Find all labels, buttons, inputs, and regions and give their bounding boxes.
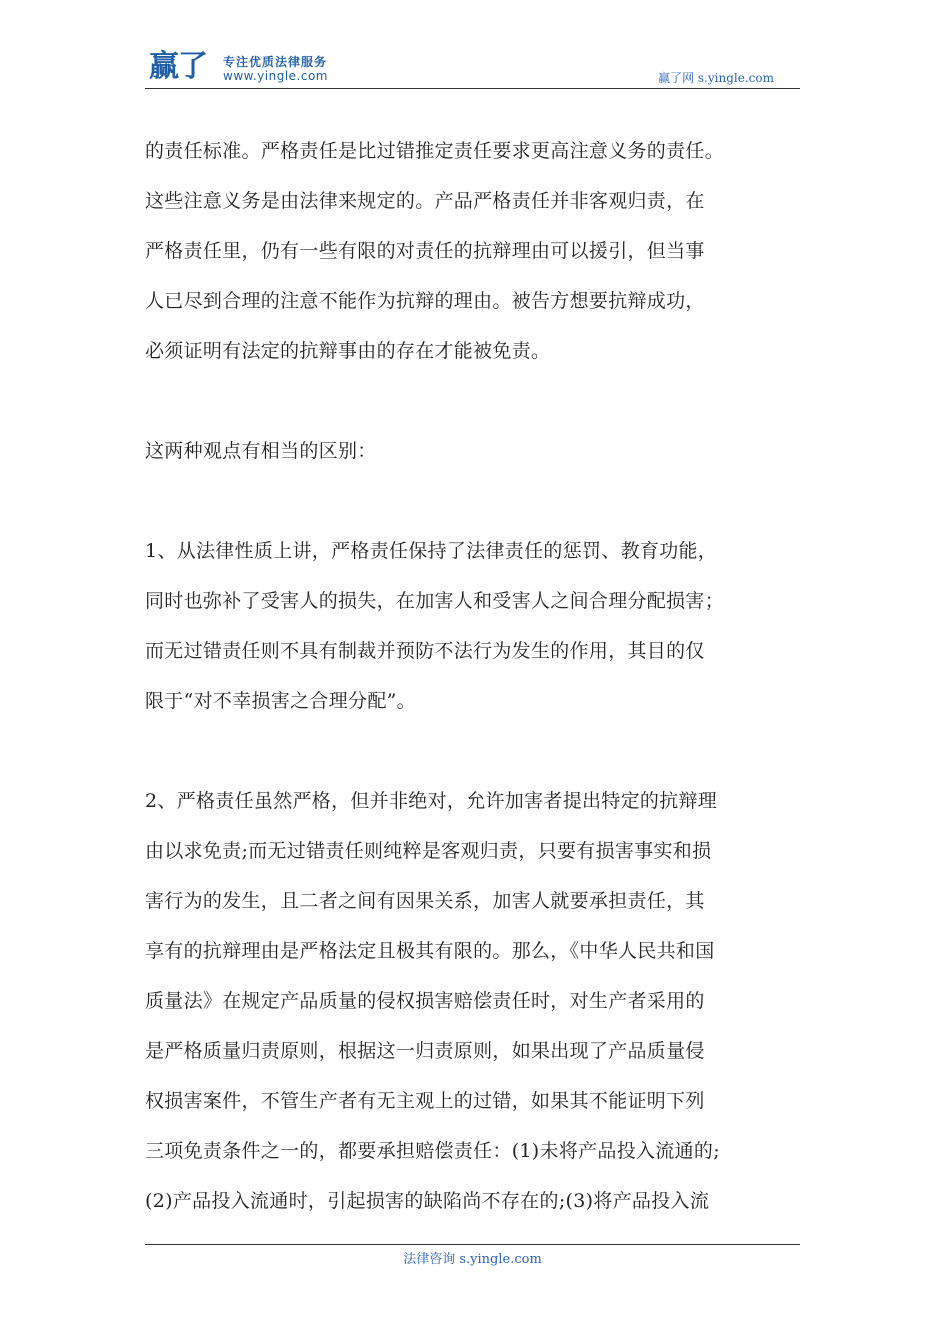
logo-url: www.yingle.com	[223, 69, 328, 83]
paragraph-gap	[145, 376, 825, 426]
paragraph-line: 同时也弥补了受害人的损失，在加害人和受害人之间合理分配损害；	[145, 590, 725, 612]
logo-mark: 赢了	[149, 49, 207, 84]
paragraph-line: 人已尽到合理的注意不能作为抗辩的理由。被告方想要抗辩成功，	[145, 290, 705, 312]
paragraph-2	[145, 426, 825, 476]
paragraph-line: 而无过错责任则不具有制裁并预防不法行为发生的作用，其目的仅	[145, 640, 705, 662]
paragraph-line: 三项免责条件之一的，都要承担赔偿责任：(1)未将产品投入流通的;	[145, 1140, 720, 1162]
paragraph-line: 严格责任里，仍有一些有限的对责任的抗辩理由可以援引，但当事	[145, 240, 705, 262]
paragraph-line: 的责任标准。严格责任是比过错推定责任要求更高注意义务的责任。	[145, 140, 725, 162]
paragraph-1	[145, 126, 825, 376]
paragraph-line: 这两种观点有相当的区别：	[145, 440, 377, 462]
paragraph-gap	[145, 476, 825, 526]
paragraph-line: 2、严格责任虽然严格，但并非绝对，允许加害者提出特定的抗辩理	[145, 790, 718, 812]
paragraph-line: (2)产品投入流通时，引起损害的缺陷尚不存在的;(3)将产品投入流	[145, 1190, 710, 1212]
logo-tagline: 专注优质法律服务	[223, 55, 328, 69]
paragraph-4	[145, 776, 825, 1226]
footer-link[interactable]: 法律咨询 s.yingle.com	[403, 1252, 542, 1267]
paragraph-line: 享有的抗辩理由是严格法定且极其有限的。那么，《中华人民共和国	[145, 940, 715, 962]
paragraph-line: 必须证明有法定的抗辩事由的存在才能被免责。	[145, 340, 551, 362]
paragraph-line: 权损害案件，不管生产者有无主观上的过错，如果其不能证明下列	[145, 1090, 705, 1112]
page-footer	[145, 1244, 800, 1267]
paragraph-3	[145, 526, 825, 726]
paragraph-gap	[145, 726, 825, 776]
paragraph-line: 害行为的发生，且二者之间有因果关系，加害人就要承担责任，其	[145, 890, 705, 912]
paragraph-line: 质量法》在规定产品质量的侵权损害赔偿责任时，对生产者采用的	[145, 990, 705, 1012]
header-site-link[interactable]: 赢了网 s.yingle.com	[658, 71, 774, 85]
paragraph-line: 由以求免责;而无过错责任则纯粹是客观归责，只要有损害事实和损	[145, 840, 712, 862]
paragraph-line: 限于“对不幸损害之合理分配”。	[145, 690, 416, 712]
page-header	[145, 50, 800, 89]
site-logo[interactable]	[149, 50, 369, 86]
paragraph-line: 是严格质量归责原则，根据这一归责原则，如果出现了产品质量侵	[145, 1040, 705, 1062]
paragraph-line: 这些注意义务是由法律来规定的。产品严格责任并非客观归责，在	[145, 190, 705, 212]
document-body	[145, 126, 825, 1226]
paragraph-line: 1、从法律性质上讲，严格责任保持了法律责任的惩罚、教育功能，	[145, 540, 718, 562]
